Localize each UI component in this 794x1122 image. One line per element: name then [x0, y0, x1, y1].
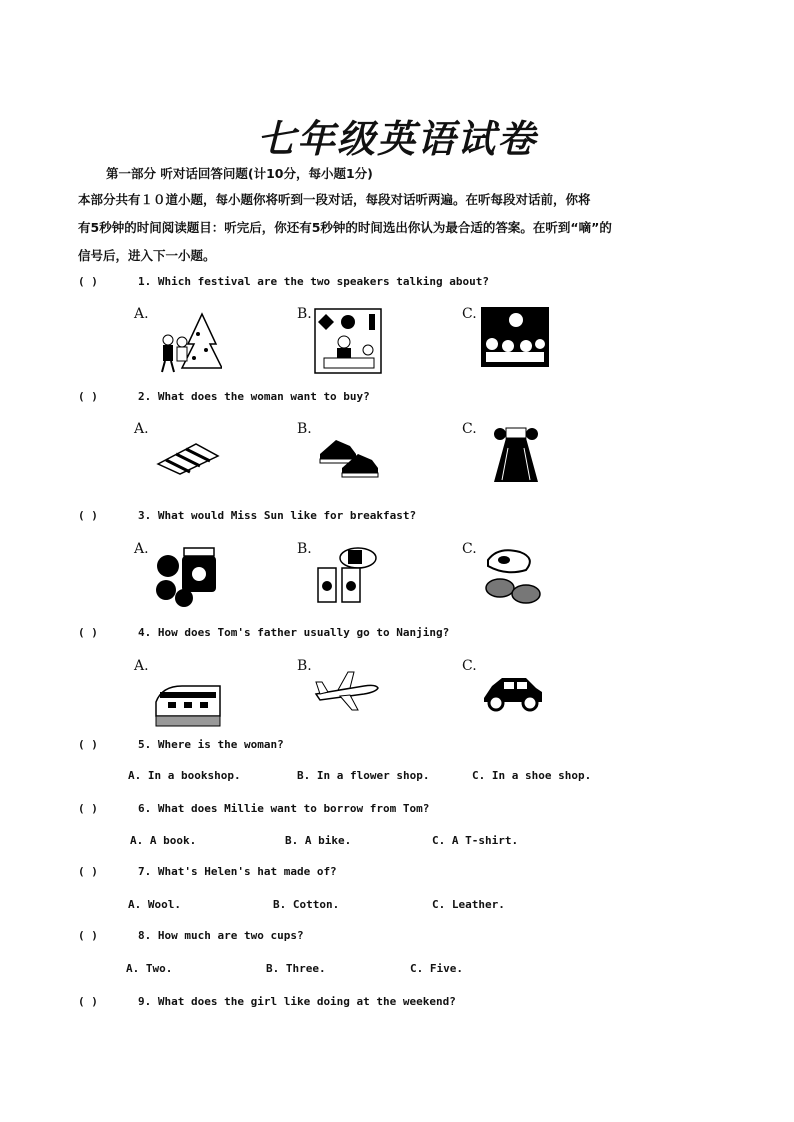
option-label-b: B.	[297, 306, 312, 322]
question-number: 6.	[138, 802, 152, 815]
question-6	[78, 802, 429, 815]
question-text: How much are two cups?	[157, 929, 304, 942]
question-text: What does the woman want to buy?	[157, 390, 370, 403]
answer-blank[interactable]: ( )	[78, 802, 98, 815]
christmas-scene-icon[interactable]	[154, 310, 222, 374]
question-text: What does Millie want to borrow from Tom?	[157, 802, 430, 815]
option-c[interactable]: C. Five.	[410, 962, 463, 975]
option-label-b: B.	[297, 421, 312, 437]
option-c[interactable]: C. In a shoe shop.	[472, 769, 592, 782]
answer-blank[interactable]: ( )	[78, 929, 98, 942]
question-text: How does Tom's father usually go to Nanjing?	[157, 626, 450, 639]
car-icon[interactable]	[480, 672, 546, 712]
milk-and-bread-icon[interactable]	[314, 544, 380, 608]
question-text: Which festival are the two speakers talking about?	[157, 275, 490, 288]
option-c[interactable]: C. Leather.	[432, 898, 505, 911]
option-label-c: C.	[462, 658, 477, 674]
question-7	[78, 865, 337, 878]
question-number: 5.	[138, 738, 152, 751]
question-number: 9.	[138, 995, 152, 1008]
question-number: 3.	[138, 509, 152, 522]
question-number: 2.	[138, 390, 152, 403]
fruit-and-jam-icon[interactable]	[154, 544, 220, 608]
question-text: What would Miss Sun like for breakfast?	[157, 509, 417, 522]
option-label-b: B.	[297, 541, 312, 557]
option-label-a: A.	[134, 306, 149, 322]
dress-icon[interactable]	[490, 424, 542, 486]
question-5	[78, 738, 284, 751]
moon-festival-scene-icon[interactable]	[480, 306, 550, 368]
question-2	[78, 390, 370, 403]
answer-blank[interactable]: ( )	[78, 738, 98, 751]
question-text: What does the girl like doing at the weekend?	[157, 995, 456, 1008]
meat-and-eggs-icon[interactable]	[482, 544, 544, 608]
scarf-icon[interactable]	[156, 440, 220, 476]
question-9	[78, 995, 456, 1008]
instructions-line: 信号后，进入下一小题。	[78, 248, 216, 263]
page-title: 七年级英语试卷	[256, 116, 537, 161]
question-text: Where is the woman?	[157, 738, 284, 751]
question-1	[78, 275, 489, 288]
instructions-line: 有5秒钟的时间阅读题目：听完后，你还有5秒钟的时间选出你认为最合适的答案。在听到“嘀”的	[78, 220, 612, 235]
answer-blank[interactable]: ( )	[78, 509, 98, 522]
question-number: 4.	[138, 626, 152, 639]
option-label-c: C.	[462, 541, 477, 557]
question-number: 7.	[138, 865, 152, 878]
answer-blank[interactable]: ( )	[78, 995, 98, 1008]
option-b[interactable]: B. In a flower shop.	[297, 769, 430, 782]
option-a[interactable]: A. A book.	[130, 834, 197, 847]
instructions	[78, 186, 618, 270]
question-text: What's Helen's hat made of?	[157, 865, 337, 878]
option-b[interactable]: B. Cotton.	[273, 898, 340, 911]
option-label-c: C.	[462, 306, 477, 322]
instructions-line: 本部分共有１０道小题，每小题你将听到一段对话，每段对话听两遍。在听每段对话前，你将	[78, 192, 591, 207]
question-4	[78, 626, 449, 639]
answer-blank[interactable]: ( )	[78, 390, 98, 403]
answer-blank[interactable]: ( )	[78, 626, 98, 639]
lantern-scene-icon[interactable]	[314, 308, 382, 374]
option-label-b: B.	[297, 658, 312, 674]
option-b[interactable]: B. A bike.	[285, 834, 352, 847]
sneakers-icon[interactable]	[316, 434, 382, 478]
option-a[interactable]: A. Wool.	[128, 898, 181, 911]
option-a[interactable]: A. Two.	[126, 962, 173, 975]
question-3	[78, 509, 416, 522]
airplane-icon[interactable]	[314, 668, 380, 712]
answer-blank[interactable]: ( )	[78, 275, 98, 288]
answer-blank[interactable]: ( )	[78, 865, 98, 878]
option-c[interactable]: C. A T-shirt.	[432, 834, 519, 847]
option-label-c: C.	[462, 421, 477, 437]
option-label-a: A.	[134, 421, 149, 437]
option-a[interactable]: A. In a bookshop.	[128, 769, 241, 782]
option-label-a: A.	[134, 541, 149, 557]
section-heading: 第一部分 听对话回答问题(计10分，每小题1分)	[106, 166, 373, 181]
question-number: 8.	[138, 929, 152, 942]
question-8	[78, 929, 304, 942]
option-b[interactable]: B. Three.	[266, 962, 326, 975]
option-label-a: A.	[134, 658, 149, 674]
train-icon[interactable]	[154, 680, 222, 728]
question-number: 1.	[138, 275, 152, 288]
